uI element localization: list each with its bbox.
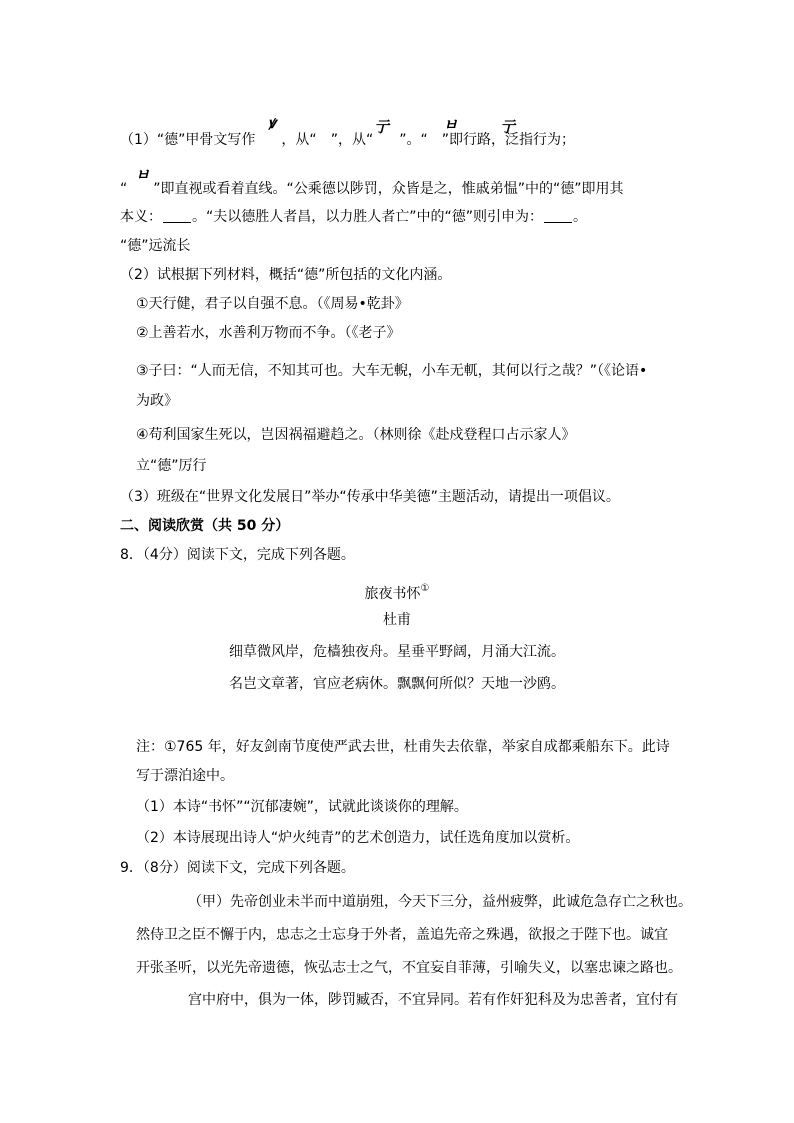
q9-text-line1: （甲）先帝创业未半而中道崩殂，今天下三分，益州疲弊，此诚危急存亡之秋也。: [188, 894, 692, 910]
material-2: ②上善若水，水善利万物而不争。（《老子》: [136, 325, 401, 341]
material-4: ④苟利国家生死以，岂因祸福避趋之。（林则徐《赴戍登程口占示家人》: [136, 427, 576, 443]
oracle-xing-glyph-icon: 亍: [374, 118, 390, 136]
q7-part2-prompt: （2）试根据下列材料，概括“德”所包括的文化内涵。: [120, 267, 452, 283]
oracle-de-glyph-icon: ꝟ: [268, 114, 276, 132]
section-title-li-de-li-xing: 立“德”厉行: [136, 458, 207, 474]
q9-text-line3: 开张圣听，以光先帝遗德，恢弘志士之气，不宜妄自菲薄，引喻失义，以塞忠谏之路也。: [136, 960, 682, 976]
answer-blank-1[interactable]: [163, 222, 191, 223]
q7-part1-line3-b: 。“夫以德胜人者昌，以力胜人者亡”中的“德”则引申为：: [192, 209, 544, 225]
q9-text-line4: 宫中府中，俱为一体，陟罚臧否，不宜异同。若有作奸犯科及为忠善者，宜付有: [188, 992, 678, 1008]
q9-text-line2: 然侍卫之臣不懈于内，忠志之士忘身于外者，盖追先帝之殊遇，欲报之于陛下也。诚宜: [136, 927, 668, 943]
material-3-line2: 为政》: [136, 393, 178, 409]
poem-line-1: 细草微风岸，危樯独夜舟。星垂平野阔，月涌大江流。: [229, 644, 565, 660]
q7-part1-text-a: （1）“德”甲骨文写作: [120, 132, 256, 148]
oracle-xing-glyph-icon-2: 亍: [500, 118, 516, 136]
poem-note-mark: ①: [420, 583, 430, 594]
q7-part1-text-c: ”，从“: [330, 132, 374, 148]
q7-part3-prompt: （3）班级在“世界文化发展日”举办“传承中华美德”主题活动，请提出一项倡议。: [120, 489, 620, 505]
answer-blank-2[interactable]: [544, 222, 572, 223]
poem-note-line2: 写于漂泊途中。: [136, 768, 234, 784]
poem-title: [0, 579, 794, 604]
section-title-de-yuan-liu-chang: “德”远流长: [120, 238, 191, 254]
poem-author: 杜甫: [383, 612, 411, 628]
q7-part1-line3-c: 。: [573, 209, 588, 225]
q8-sub1: （1）本诗“书怀”“沉郁凄婉”，试就此谈谈你的理解。: [136, 799, 468, 815]
q7-part1-line2: [120, 179, 624, 199]
q7-part1-text-e: ”即行路，泛指行为；: [441, 132, 575, 148]
q9-stem: 9．（8分）阅读下文，完成下列各题。: [120, 860, 355, 876]
poem-note-line1: 注：①765 年，好友剑南节度使严武去世，杜甫失去依靠，举家自成都乘船东下。此诗: [136, 739, 670, 755]
material-3-line1: ③子曰：“人而无信，不知其可也。大车无輗，小车无軏，其何以行之哉？”（《论语•: [136, 363, 648, 379]
q7-part1-line3-a: 本义：: [120, 209, 162, 225]
poem-title-text: 旅夜书怀: [364, 586, 421, 602]
q7-part1-line3: [120, 207, 587, 227]
material-1: ①天行健，君子以自强不息。（《周易•乾卦》: [136, 296, 409, 312]
oracle-zhi-glyph-icon: ㅂ: [443, 116, 458, 134]
q8-sub2: （2）本诗展现出诗人“炉火纯青”的艺术创造力，试任选角度加以赏析。: [136, 830, 580, 846]
oracle-zhi-glyph-icon-2: ㅂ: [135, 166, 150, 184]
q8-stem: 8．（4分）阅读下文，完成下列各题。: [120, 547, 355, 563]
q7-part1-line2-b: ”即直视或看着直线。“公乘德以陟罚，众皆是之，惟戚弟愠”中的“德”即用其: [153, 181, 624, 197]
q7-part1-line2-a: “: [120, 181, 128, 197]
part2-heading: 二、阅读欣赏（共 50 分）: [120, 518, 290, 534]
poem-line-2: 名岂文章著，官应老病休。飘飘何所似？天地一沙鸥。: [229, 676, 565, 692]
q7-part1-text-b: ，从“: [281, 132, 317, 148]
q7-part1-text-d: ”。“: [399, 132, 428, 148]
